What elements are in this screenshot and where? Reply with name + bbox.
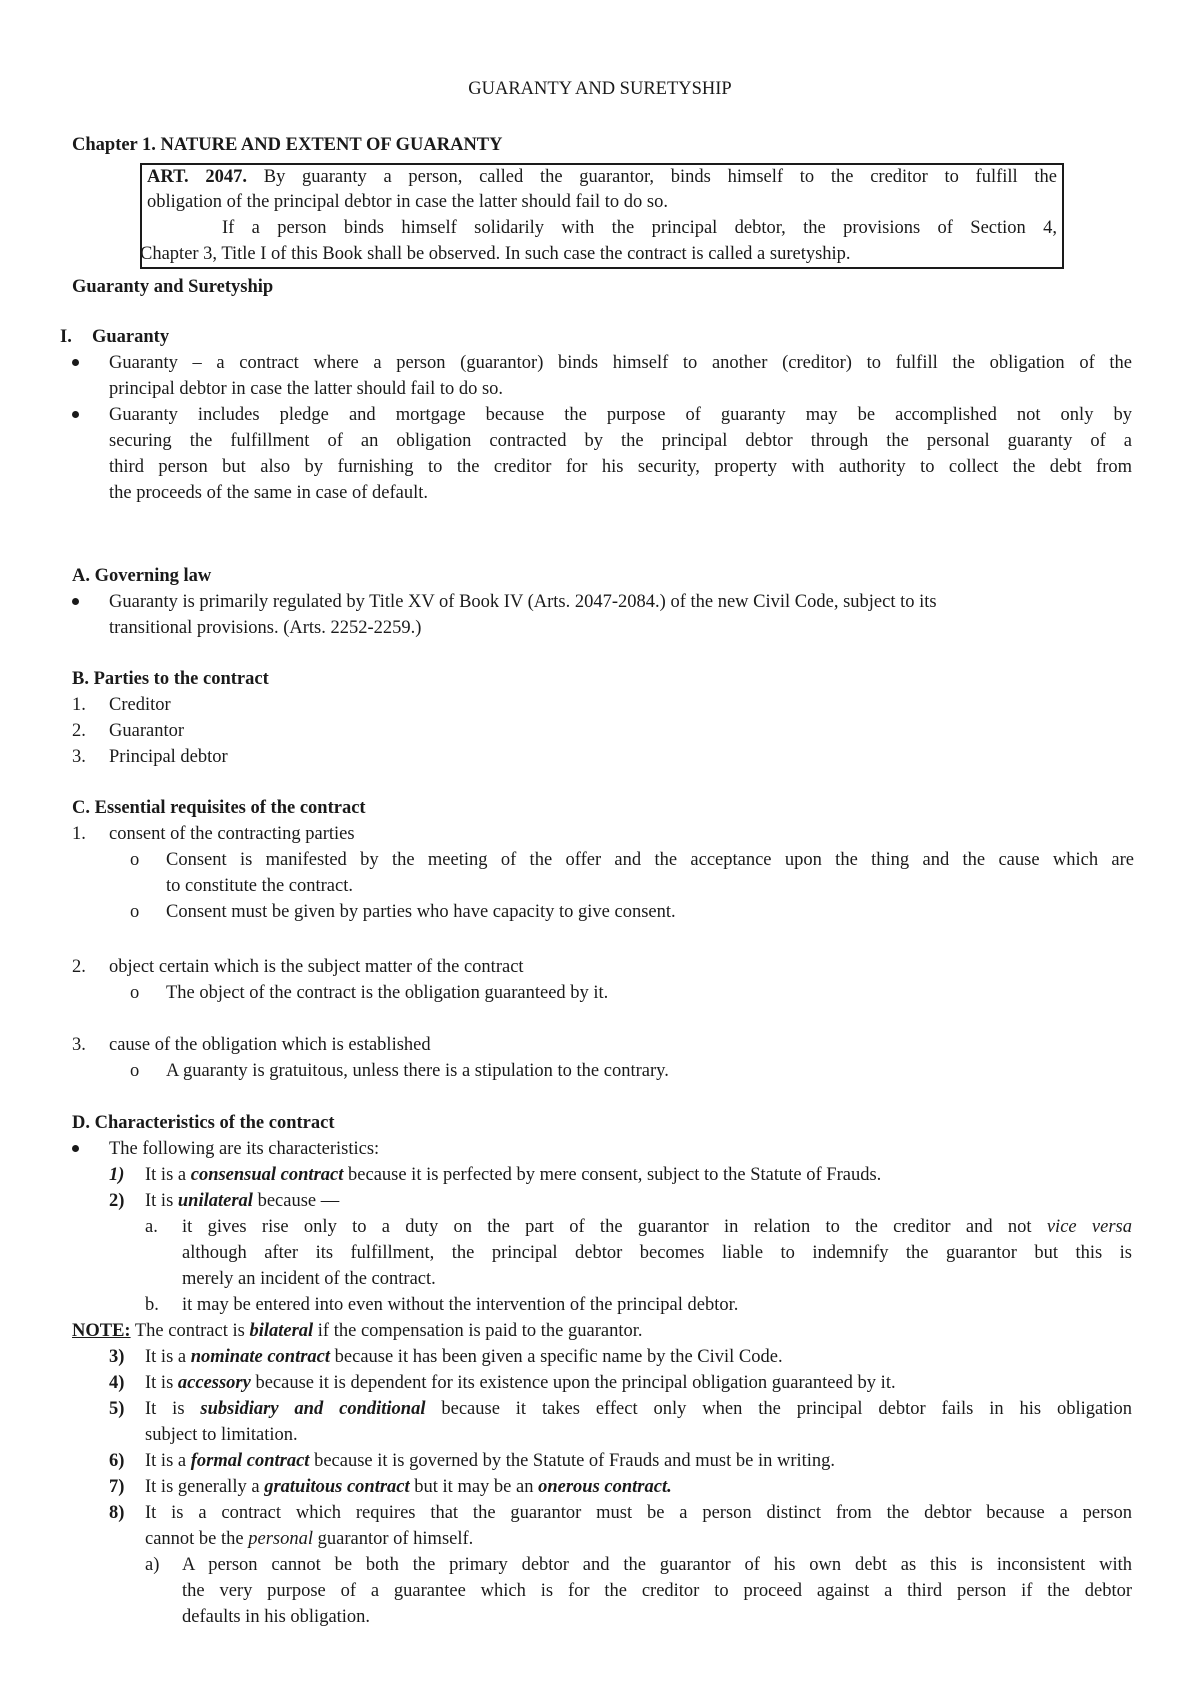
note-line: NOTE: The contract is bilateral if the compensation is paid to the guarantor. <box>72 1321 643 1341</box>
chapter-heading: Chapter 1. NATURE AND EXTENT OF GUARANTY <box>72 135 503 155</box>
char-num-3: 3) <box>109 1347 125 1367</box>
sec-c-item-3: cause of the obligation which is established <box>109 1035 431 1055</box>
char-8-line-2: cannot be the personal guarantor of himself. <box>145 1529 474 1549</box>
document-title: GUARANTY AND SURETYSHIP <box>468 79 732 99</box>
char-8a-line-3: defaults in his obligation. <box>182 1607 371 1627</box>
capacity-line: Consent must be given by parties who have capacity to give consent. <box>166 902 676 922</box>
sec-d-heading: D. Characteristics of the contract <box>72 1113 335 1133</box>
char-6: It is a formal contract because it is governed by the Statute of Frauds and must be in writing. <box>145 1451 836 1471</box>
consent-line-2: to constitute the contract. <box>166 876 353 896</box>
sec-b-num-1: 1. <box>72 695 86 715</box>
guaranty-def-line-1: Guaranty – a contract where a person (guarantor) binds himself to another (creditor) to fulfill the obligation of the <box>109 353 1132 373</box>
pledge-line-4: the proceeds of the same in case of default. <box>109 483 428 503</box>
sec-c-item-1: consent of the contracting parties <box>109 824 355 844</box>
char-num-5: 5) <box>109 1399 125 1419</box>
char-num-7: 7) <box>109 1477 125 1497</box>
sec-b-heading: B. Parties to the contract <box>72 669 269 689</box>
sec-b-item-2: Guarantor <box>109 721 184 741</box>
sec-b-item-1: Creditor <box>109 695 171 715</box>
sec-c-num-2: 2. <box>72 957 86 977</box>
char-4: It is accessory because it is dependent for its existence upon the principal obligation guaranteed by it. <box>145 1373 896 1393</box>
sec-a-heading: A. Governing law <box>72 566 212 586</box>
char-2a-line-3: merely an incident of the contract. <box>182 1269 436 1289</box>
section-heading: Guaranty and Suretyship <box>72 277 274 297</box>
sec-c-num-1: 1. <box>72 824 86 844</box>
article-label: ART. 2047. <box>147 167 248 187</box>
bullet-icon <box>72 1145 79 1152</box>
sec-c-num-3: 3. <box>72 1035 86 1055</box>
guaranty-def-line-2: principal debtor in case the latter should fail to do so. <box>109 379 504 399</box>
article-line-2: obligation of the principal debtor in case the latter should fail to do so. <box>147 192 668 212</box>
article-line-3: If a person binds himself solidarily with the principal debtor, the provisions of Section 4, <box>222 218 1057 238</box>
char-8a-num: a) <box>145 1555 160 1575</box>
article-box <box>140 163 1064 269</box>
sec-b-item-3: Principal debtor <box>109 747 228 767</box>
sec-b-num-2: 2. <box>72 721 86 741</box>
sec-d-intro: The following are its characteristics: <box>109 1139 380 1159</box>
char-num-8: 8) <box>109 1503 125 1523</box>
pledge-line-2: securing the fulfillment of an obligation contracted by the principal debtor through the personal guaranty of a <box>109 431 1132 451</box>
char-3: It is a nominate contract because it has been given a specific name by the Civil Code. <box>145 1347 783 1367</box>
article-line-1 <box>147 166 1057 188</box>
char-2b-num: b. <box>145 1295 159 1315</box>
sub-marker-icon: o <box>130 1061 140 1081</box>
sec-a-line-1: Guaranty is primarily regulated by Title XV of Book IV (Arts. 2047-2084.) of the new Civil Code, subject to its <box>109 592 937 612</box>
sub-marker-icon: o <box>130 983 140 1003</box>
char-num-2: 2) <box>109 1191 125 1211</box>
bullet-icon <box>72 359 79 366</box>
bullet-icon <box>72 598 79 605</box>
part-i-numeral: I. <box>60 327 72 347</box>
sec-a-line-2: transitional provisions. (Arts. 2252-2259.) <box>109 618 422 638</box>
article-text-1: By guaranty a person, called the guarantor, binds himself to the creditor to fulfill the <box>263 167 1058 187</box>
char-2: It is unilateral because — <box>145 1191 340 1211</box>
bullet-icon <box>72 411 79 418</box>
char-2b-line: it may be entered into even without the intervention of the principal debtor. <box>182 1295 739 1315</box>
pledge-line-1: Guaranty includes pledge and mortgage because the purpose of guaranty may be accomplished not only by <box>109 405 1132 425</box>
char-num-1: 1) <box>109 1165 125 1185</box>
sec-c-heading: C. Essential requisites of the contract <box>72 798 366 818</box>
char-2a-line-1: it gives rise only to a duty on the part of the guarantor in relation to the creditor and not vice versa <box>182 1217 1132 1237</box>
pledge-line-3: third person but also by furnishing to the creditor for his security, property with authority to collect the debt from <box>109 457 1132 477</box>
sub-marker-icon: o <box>130 902 140 922</box>
consent-line-1: Consent is manifested by the meeting of the offer and the acceptance upon the thing and the cause which are <box>166 850 1134 870</box>
char-8a-line-2: the very purpose of a guarantee which is for the creditor to proceed against a third person if the debtor <box>182 1581 1132 1601</box>
cause-line: A guaranty is gratuitous, unless there is a stipulation to the contrary. <box>166 1061 669 1081</box>
char-num-6: 6) <box>109 1451 125 1471</box>
char-8a-line-1: A person cannot be both the primary debtor and the guarantor of his own debt as this is inconsistent with <box>182 1555 1132 1575</box>
char-8-line-1: It is a contract which requires that the guarantor must be a person distinct from the debtor because a person <box>145 1503 1132 1523</box>
char-2a-num: a. <box>145 1217 158 1237</box>
char-5-line-2: subject to limitation. <box>145 1425 298 1445</box>
char-7: It is generally a gratuitous contract but it may be an onerous contract. <box>145 1477 672 1497</box>
article-line-4: Chapter 3, Title I of this Book shall be observed. In such case the contract is called a suretyship. <box>140 244 851 264</box>
sub-marker-icon: o <box>130 850 140 870</box>
sec-b-num-3: 3. <box>72 747 86 767</box>
char-1: It is a consensual contract because it is perfected by mere consent, subject to the Statute of Frauds. <box>145 1165 882 1185</box>
char-5: It is subsidiary and conditional because it takes effect only when the principal debtor fails in his obligation <box>145 1399 1133 1419</box>
sec-c-item-2: object certain which is the subject matter of the contract <box>109 957 524 977</box>
char-2a-line-2: although after its fulfillment, the principal debtor becomes liable to indemnify the guarantor but this is <box>182 1243 1132 1263</box>
object-line: The object of the contract is the obligation guaranteed by it. <box>166 983 609 1003</box>
char-num-4: 4) <box>109 1373 125 1393</box>
part-i-title: Guaranty <box>92 327 170 347</box>
